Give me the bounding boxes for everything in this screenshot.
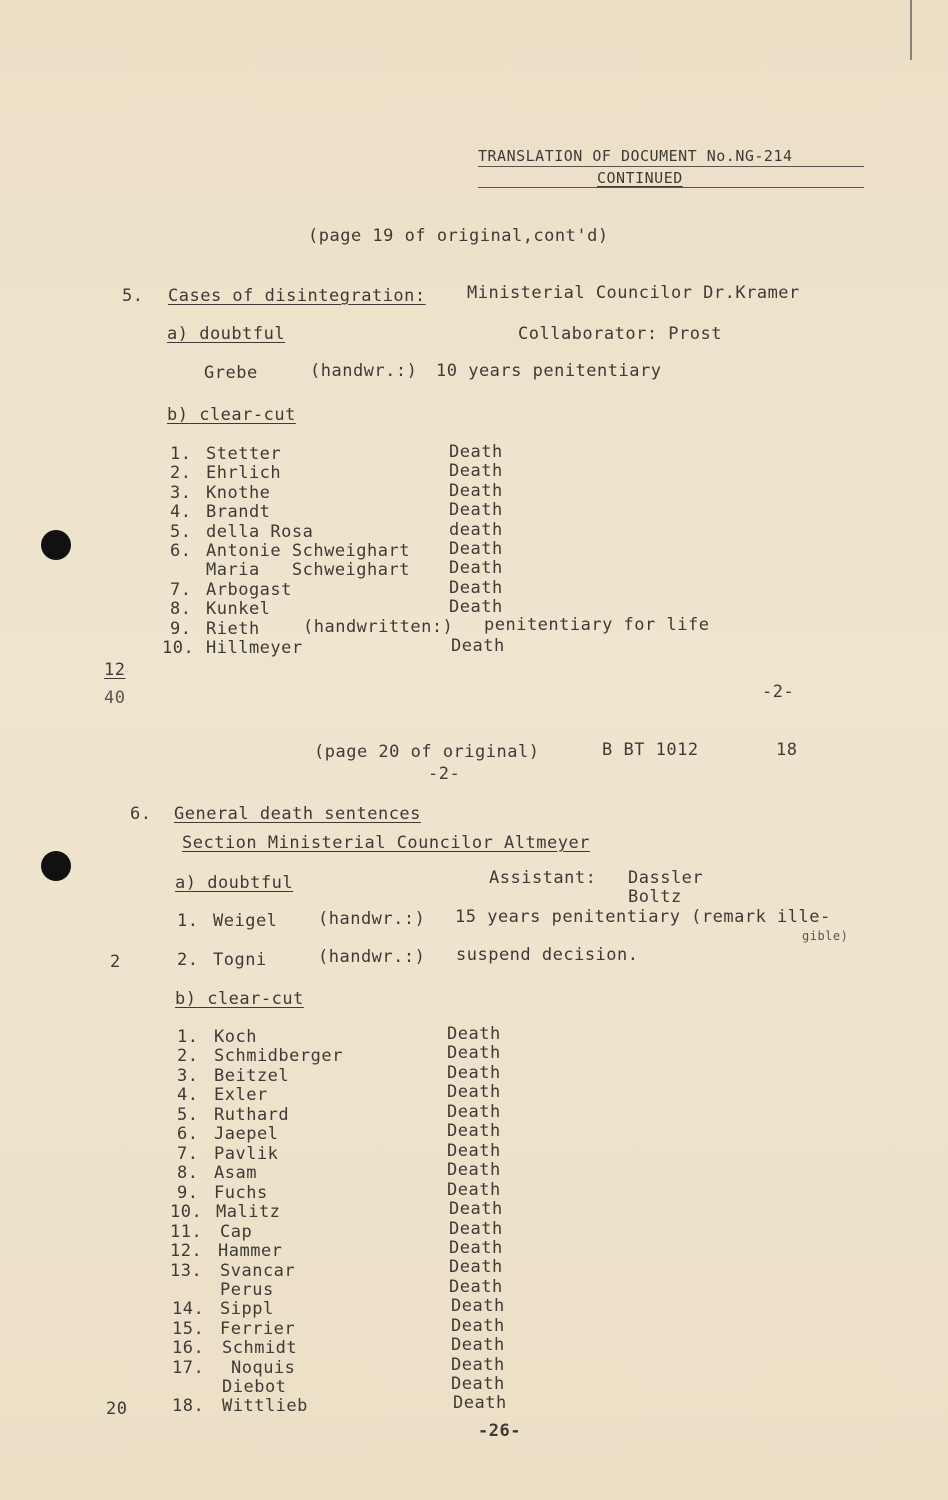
list-item-num: 7. [177, 1144, 199, 1164]
list-item-verdict: Death [449, 558, 503, 578]
case-name: Weigel [213, 911, 278, 931]
list-item-name: Arbogast [206, 580, 292, 600]
list-item-verdict: Death [449, 461, 503, 481]
list-item-verdict: Death [449, 481, 503, 501]
list-item-name: Svancar [220, 1261, 296, 1281]
list-item-name: Ferrier [220, 1319, 296, 1339]
assistant-label: Assistant: [489, 868, 597, 888]
list-item-name: Maria Schweighart [206, 560, 410, 580]
document-ref-number: 18 [776, 740, 798, 760]
list-item-num: 9. [177, 1183, 199, 1203]
case-num: 1. [177, 911, 199, 931]
margin-number: 20 [106, 1399, 128, 1419]
list-item-num: 1. [170, 444, 192, 464]
list-item-num: 3. [177, 1066, 199, 1086]
page-note: (page 20 of original) [314, 742, 540, 762]
list-item-num: 8. [170, 599, 192, 619]
margin-number-top: 12 [104, 660, 126, 680]
list-item-verdict: Death [449, 1238, 503, 1258]
list-item-name: Cap [220, 1222, 253, 1242]
list-item-verdict: Death [451, 636, 505, 656]
list-item-verdict: Death [449, 500, 503, 520]
list-item-verdict: Death [447, 1180, 501, 1200]
case-note: (handwr.:) [318, 909, 426, 929]
section-subtitle: Section Ministerial Councilor Altmeyer [182, 833, 590, 853]
list-item-num: 1. [177, 1027, 199, 1047]
assistant-name: Dassler [628, 868, 704, 888]
list-item-verdict: Death [447, 1082, 501, 1102]
list-item-verdict: Death [449, 442, 503, 462]
list-item-verdict: Death [447, 1043, 501, 1063]
list-item-name: Hammer [218, 1241, 283, 1261]
list-item-verdict: Death [449, 1199, 503, 1219]
list-item-name: Sippl [220, 1299, 274, 1319]
list-item-num: 15. [172, 1319, 205, 1339]
margin-number: 2 [110, 952, 121, 972]
list-item-note: (handwritten:) [303, 617, 454, 637]
list-item-name: Koch [214, 1027, 257, 1047]
section-title: General death sentences [174, 804, 421, 824]
header-title: TRANSLATION OF DOCUMENT No.NG-214 [478, 147, 793, 165]
list-item-num: 16. [172, 1338, 205, 1358]
list-item-verdict: Death [451, 1374, 505, 1394]
section-number: 5. [122, 286, 144, 306]
list-item-num: 6. [170, 541, 192, 561]
list-item-name: Diebot [222, 1377, 287, 1397]
list-item-name: Brandt [206, 502, 271, 522]
list-item-num: 9. [170, 619, 192, 639]
list-item-num: 6. [177, 1124, 199, 1144]
list-item-name: Rieth [206, 619, 260, 639]
case-name: Togni [213, 950, 267, 970]
section-number: 6. [130, 804, 152, 824]
list-item-num: 5. [177, 1105, 199, 1125]
page-marker: -2- [762, 682, 795, 702]
list-item-verdict: Death [449, 597, 503, 617]
list-item-name: Noquis [231, 1358, 296, 1378]
header-rule-1 [478, 166, 864, 167]
page-marker: -2- [428, 764, 461, 784]
list-item-verdict: Death [447, 1160, 501, 1180]
section-title: Cases of disintegration: [168, 286, 426, 306]
case-note: (handwr.:) [318, 947, 426, 967]
list-item-verdict: Death [449, 1257, 503, 1277]
list-item-name: Schmidberger [214, 1046, 343, 1066]
clear-cut-label: b) clear-cut [175, 989, 304, 1009]
list-item-verdict: Death [451, 1316, 505, 1336]
assistant-name: Boltz [628, 887, 682, 907]
list-item-verdict: Death [453, 1393, 507, 1413]
document-ref: B BT 1012 [602, 740, 699, 760]
list-item-name: Hillmeyer [206, 638, 303, 658]
list-item-name: Knothe [206, 483, 271, 503]
list-item-name: Ruthard [214, 1105, 290, 1125]
list-item-verdict: Death [449, 539, 503, 559]
punch-hole-bottom [41, 851, 71, 881]
list-item-verdict: Death [447, 1141, 501, 1161]
list-item-name: Malitz [216, 1202, 281, 1222]
right-edge-mark [910, 0, 912, 60]
list-item-verdict: death [449, 520, 503, 540]
list-item-verdict: Death [449, 578, 503, 598]
list-item-num: 12. [170, 1241, 203, 1261]
list-item-name: Kunkel [206, 599, 271, 619]
case-note: (handwr.:) [310, 361, 418, 381]
list-item-num: 5. [170, 522, 192, 542]
list-item-name: della Rosa [206, 522, 314, 542]
list-item-name: Asam [214, 1163, 257, 1183]
doubtful-label: a) doubtful [167, 324, 286, 344]
footer-page-number: -26- [478, 1421, 521, 1441]
list-item-num: 10. [170, 1202, 203, 1222]
list-item-verdict: Death [447, 1102, 501, 1122]
list-item-num: 4. [177, 1085, 199, 1105]
list-item-num: 2. [177, 1046, 199, 1066]
margin-number-bottom: 40 [104, 688, 126, 708]
list-item-verdict: penitentiary for life [484, 615, 710, 635]
list-item-verdict: Death [451, 1335, 505, 1355]
list-item-num: 11. [170, 1222, 203, 1242]
list-item-num: 8. [177, 1163, 199, 1183]
list-item-name: Jaepel [214, 1124, 279, 1144]
header-subtitle: CONTINUED [597, 169, 683, 187]
list-item-name: Antonie Schweighart [206, 541, 410, 561]
list-item-num: 18. [172, 1396, 205, 1416]
case-verdict: suspend decision. [456, 945, 639, 965]
list-item-verdict: Death [449, 1277, 503, 1297]
list-item-verdict: Death [451, 1296, 505, 1316]
list-item-num: 2. [170, 463, 192, 483]
list-item-name: Wittlieb [222, 1396, 308, 1416]
collaborator: Collaborator: Prost [518, 324, 722, 344]
list-item-verdict: Death [447, 1063, 501, 1083]
doubtful-label: a) doubtful [175, 873, 294, 893]
list-item-name: Exler [214, 1085, 268, 1105]
section-official: Ministerial Councilor Dr.Kramer [467, 283, 800, 303]
list-item-name: Fuchs [214, 1183, 268, 1203]
list-item-num: 13. [170, 1261, 203, 1281]
case-name: Grebe [204, 363, 258, 383]
list-item-name: Ehrlich [206, 463, 282, 483]
list-item-num: 17. [172, 1358, 205, 1378]
case-num: 2. [177, 950, 199, 970]
list-item-name: Schmidt [222, 1338, 298, 1358]
list-item-num: 4. [170, 502, 192, 522]
case-verdict-continued: gible) [802, 929, 849, 943]
list-item-verdict: Death [449, 1219, 503, 1239]
list-item-verdict: Death [447, 1121, 501, 1141]
list-item-name: Beitzel [214, 1066, 290, 1086]
clear-cut-label: b) clear-cut [167, 405, 296, 425]
list-item-name: Perus [220, 1280, 274, 1300]
punch-hole-top [41, 530, 71, 560]
list-item-num: 3. [170, 483, 192, 503]
list-item-name: Stetter [206, 444, 282, 464]
case-verdict: 10 years penitentiary [436, 361, 662, 381]
list-item-verdict: Death [451, 1355, 505, 1375]
page-note: (page 19 of original,cont'd) [308, 226, 609, 246]
header-rule-2 [478, 187, 864, 188]
list-item-name: Pavlik [214, 1144, 279, 1164]
list-item-num: 14. [172, 1299, 205, 1319]
case-verdict: 15 years penitentiary (remark ille- [455, 907, 831, 927]
list-item-verdict: Death [447, 1024, 501, 1044]
list-item-num: 10. [162, 638, 195, 658]
list-item-num: 7. [170, 580, 192, 600]
